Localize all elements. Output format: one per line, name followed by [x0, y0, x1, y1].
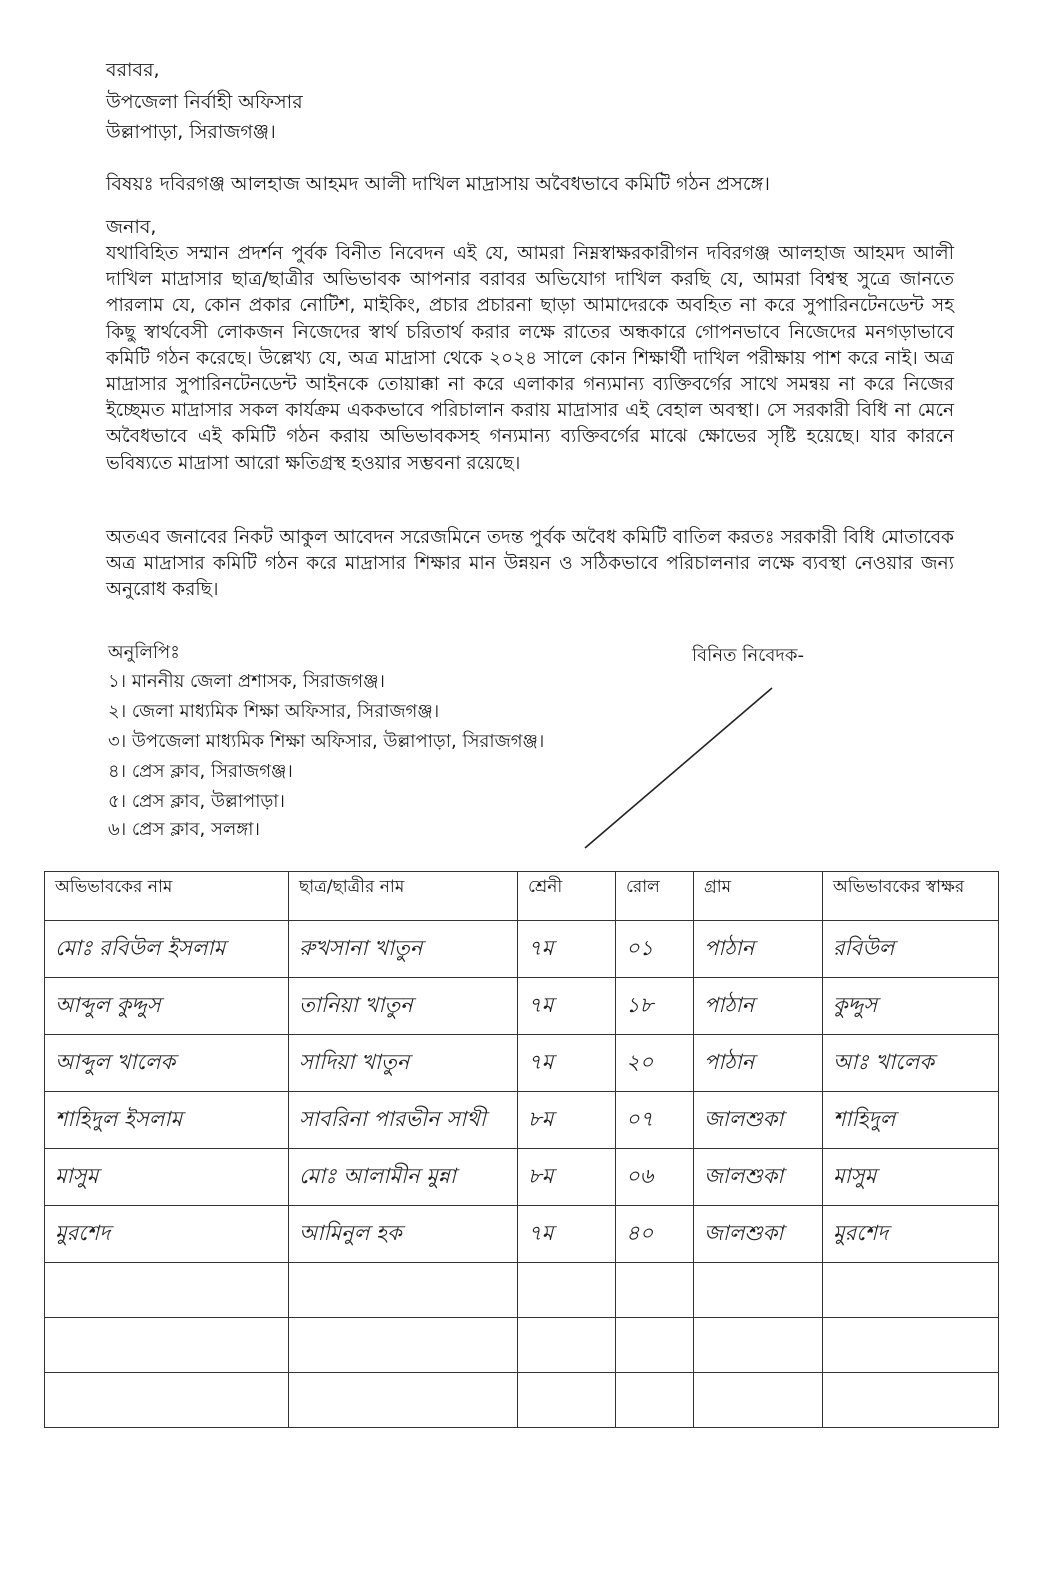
empty-cell [694, 1373, 823, 1428]
guardian-name-cell: মাসুম [45, 1149, 289, 1206]
class-cell: ৮ম [518, 1149, 616, 1206]
student-name-cell: তানিয়া খাতুন [289, 978, 518, 1035]
signature-cell: মাসুম [823, 1149, 999, 1206]
roll-cell: ০১ [616, 921, 694, 978]
signature-cell: রবিউল [823, 921, 999, 978]
empty-cell [289, 1263, 518, 1318]
empty-cell [45, 1318, 289, 1373]
header-student-name: ছাত্র/ছাত্রীর নাম [289, 872, 518, 921]
empty-cell [823, 1263, 999, 1318]
class-cell: ৮ম [518, 1092, 616, 1149]
table-row-empty [45, 1318, 999, 1373]
body-paragraph: যথাবিহিত সম্মান প্রদর্শন পুর্বক বিনীত নিবেদন এই যে, আমরা নিম্নস্বাক্ষরকারীগন দবিরগঞ্জ আলহাজ আহমদ আলী দাখিল মাদ্রাসার ছাত্র/ছাত্রীর অভিভাবক আপনার বরাবর অভিযোগ দাখিল করছি যে, আমরা বিশ্বস্থ সুত্রে জানতে পারলাম যে, কোন প্রকার নোটিশ, মাইকিং, প্রচার প্রচারনা ছাড়া আমাদেরকে অবহিত না করে সুপারিনটেনডেন্ট সহ কিছু স্বার্থবেসী লোকজন নিজেদের স্বার্থ চরিতার্থ করার লক্ষে রাতের অন্ধকারে গোপনভাবে নিজেদের মনগড়াভাবে কমিটি গঠন করেছে। উল্লেখ্য যে, অত্র মাদ্রাসা থেকে ২০২৪ সালে কোন শিক্ষার্থী দাখিল পরীক্ষায় পাশ করে নাই। অত্র মাদ্রাসার সুপারিনটেনডেন্ট আইনকে তোয়াক্কা না করে এলাকার গন্যমান্য ব্যক্তিবর্গের সাথে সমন্বয় না করে নিজের ইচ্ছেমত মাদ্রাসার সকল কার্যক্রম এককভাবে পরিচালান করায় মাদ্রাসার এই বেহাল অবস্থা। সে সরকারী বিধি না মেনে অবৈধভাবে এই কমিটি গঠন করায় অভিভাবকসহ গন্যমান্য ব্যক্তিবর্গের মাঝে ক্ষোভের সৃষ্টি হয়েছে। যার কারনে ভবিষ্যতে মাদ্রাসা আরো ক্ষতিগ্রস্থ হওয়ার সম্ভবনা রয়েছে। [106, 243, 954, 474]
empty-cell [45, 1373, 289, 1428]
village-cell: পাঠান [694, 978, 823, 1035]
empty-cell [823, 1373, 999, 1428]
table-row-empty [45, 1263, 999, 1318]
table-row [45, 921, 999, 978]
table-row [45, 1149, 999, 1206]
request-paragraph: অতএব জনাবের নিকট আকুল আবেদন সরেজমিনে তদন্ত পুর্বক অবৈধ কমিটি বাতিল করতঃ সরকারী বিধি মোতাবেক অত্র মাদ্রাসার কমিটি গঠন করে মাদ্রাসার শিক্ষার মান উন্নয়ন ও সঠিকভাবে পরিচালনার লক্ষে ব্যবস্থা নেওয়ার জন্য অনুরোধ করছি। [106, 527, 954, 601]
empty-cell [518, 1318, 616, 1373]
copy-item: ৪। প্রেস ক্লাব, সিরাজগঞ্জ। [108, 761, 293, 782]
header-village: গ্রাম [694, 872, 823, 921]
signature-cell: কুদ্দুস [823, 978, 999, 1035]
copy-item: ৫। প্রেস ক্লাব, উল্লাপাড়া। [108, 791, 285, 812]
header-class: শ্রেনী [518, 872, 616, 921]
village-cell: পাঠান [694, 1035, 823, 1092]
signature-cell: শাহিদুল [823, 1092, 999, 1149]
table-row-empty [45, 1373, 999, 1428]
roll-cell: ০৬ [616, 1149, 694, 1206]
empty-cell [518, 1263, 616, 1318]
village-cell: পাঠান [694, 921, 823, 978]
copies-heading: অনুলিপিঃ [108, 642, 180, 663]
roll-cell: ৪০ [616, 1206, 694, 1263]
closing-text: বিনিত নিবেদক- [692, 645, 804, 666]
table-row [45, 978, 999, 1035]
empty-cell [45, 1263, 289, 1318]
village-cell: জালশুকা [694, 1092, 823, 1149]
empty-cell [823, 1318, 999, 1373]
roll-cell: ১৮ [616, 978, 694, 1035]
student-name-cell: মোঃ আলামীন মুন্না [289, 1149, 518, 1206]
header-roll: রোল [616, 872, 694, 921]
empty-cell [518, 1373, 616, 1428]
roll-cell: ২০ [616, 1035, 694, 1092]
address-to: বরাবর, [106, 59, 160, 81]
subject-line: বিষয়ঃ দবিরগঞ্জ আলহাজ আহমদ আলী দাখিল মাদ্রাসায় অবৈধভাবে কমিটি গঠন প্রসঙ্গে। [106, 173, 770, 195]
header-guardian-name: অভিভাবকের নাম [45, 872, 289, 921]
empty-cell [694, 1318, 823, 1373]
copy-item: ১। মাননীয় জেলা প্রশাসক, সিরাজগঞ্জ। [108, 671, 385, 692]
guardian-signature-table [44, 871, 999, 1428]
header-signature: অভিভাবকের স্বাক্ষর [823, 872, 999, 921]
signature-cell: মুরশেদ [823, 1206, 999, 1263]
guardian-name-cell: মুরশেদ [45, 1206, 289, 1263]
signature-cell: আঃ খালেক [823, 1035, 999, 1092]
guardian-name-cell: শাহিদুল ইসলাম [45, 1092, 289, 1149]
village-cell: জালশুকা [694, 1149, 823, 1206]
village-cell: জালশুকা [694, 1206, 823, 1263]
address-designation: উপজেলা নির্বাহী অফিসার [106, 91, 303, 113]
table-row [45, 1092, 999, 1149]
table-row [45, 1206, 999, 1263]
empty-cell [616, 1373, 694, 1428]
student-name-cell: আমিনুল হক [289, 1206, 518, 1263]
copy-item: ৩। উপজেলা মাধ্যমিক শিক্ষা অফিসার, উল্লাপাড়া, সিরাজগঞ্জ। [108, 731, 545, 752]
empty-cell [616, 1318, 694, 1373]
class-cell: ৭ম [518, 1035, 616, 1092]
empty-cell [694, 1263, 823, 1318]
table-row [45, 1035, 999, 1092]
address-place: উল্লাপাড়া, সিরাজগঞ্জ। [106, 121, 276, 143]
empty-cell [289, 1318, 518, 1373]
student-name-cell: সাদিয়া খাতুন [289, 1035, 518, 1092]
table-header-row [45, 872, 999, 921]
copy-item: ২। জেলা মাধ্যমিক শিক্ষা অফিসার, সিরাজগঞ্জ। [108, 701, 440, 722]
guardian-name-cell: আব্দুল খালেক [45, 1035, 289, 1092]
student-name-cell: সাবরিনা পারভীন সাথী [289, 1092, 518, 1149]
guardian-name-cell: মোঃ রবিউল ইসলাম [45, 921, 289, 978]
guardian-name-cell: আব্দুল কুদ্দুস [45, 978, 289, 1035]
student-name-cell: রুখসানা খাতুন [289, 921, 518, 978]
empty-cell [289, 1373, 518, 1428]
class-cell: ৭ম [518, 1206, 616, 1263]
roll-cell: ০৭ [616, 1092, 694, 1149]
class-cell: ৭ম [518, 921, 616, 978]
greeting: জনাব, [106, 216, 157, 238]
class-cell: ৭ম [518, 978, 616, 1035]
empty-cell [616, 1263, 694, 1318]
copy-item: ৬। প্রেস ক্লাব, সলঙ্গা। [108, 819, 260, 840]
